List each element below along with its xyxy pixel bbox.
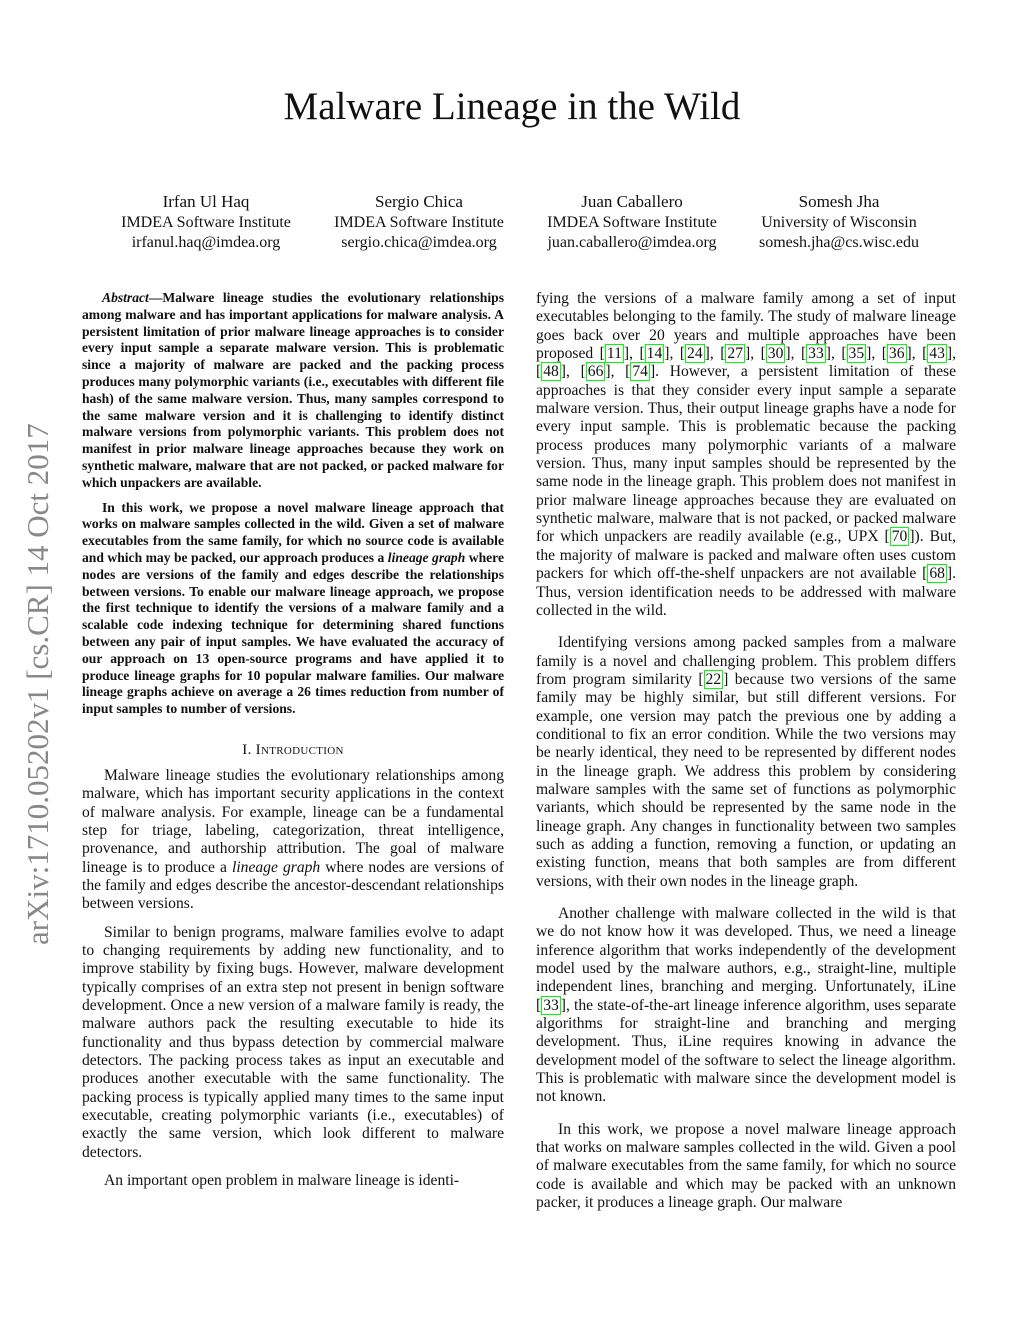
author-email: irfanul.haq@imdea.org: [131, 234, 281, 251]
paragraph-text: [536, 290, 956, 619]
citation-link[interactable]: 27: [727, 345, 743, 363]
text-run: ], [: [825, 345, 847, 363]
citation-link[interactable]: 33: [808, 345, 824, 363]
text-run: In this work, we propose a novel malware lineage approach that works on malware samples collected in the wild. Given a pool of malware executables from the same family, for which no source code is available and which may be packed with an unknown packer, it produces a lineage graph. Our malware: [536, 1120, 956, 1212]
text-run: fying the versions of a malware family among a set of input executables belonging to the family. The study of malware lineage goes back over 20 years and multiple approaches have been proposed [: [536, 290, 956, 363]
author-affiliation: IMDEA Software Institute: [547, 213, 717, 231]
text-run: ], [: [623, 345, 645, 363]
author-email: somesh.jha@cs.wisc.edu: [758, 234, 920, 251]
paragraph-text: [82, 500, 504, 717]
paragraph-text: [82, 290, 504, 490]
abstract-label: Abstract: [102, 290, 149, 305]
abstract-paragraph: [82, 500, 504, 718]
text-run: ], [: [560, 363, 586, 381]
text-run: ]). But, the majority of malware is packed and malware often uses custom packers for which off-the-shelf unpackers are not available [: [536, 528, 956, 583]
left-column: [82, 290, 504, 1200]
author-name: Somesh Jha: [798, 192, 880, 211]
text-run: Identifying versions among packed samples from a malware family is a novel and challenging problem. This problem differs from program similarity [: [536, 634, 956, 688]
text-run: ], [: [906, 345, 928, 363]
citation-link[interactable]: 22: [705, 670, 722, 688]
text-run: ], the state-of-the-art lineage inference algorithm, uses separate algorithms for straight-line and branching and merging development. Thus, iLine requires knowing in advance the development model of the software to select the lineage algorithm. This is problematic with malware since the development model is not known.: [536, 996, 956, 1106]
paragraph-text: [82, 924, 504, 1161]
text-run: Malware lineage studies the evolutionary relationships among malware, which has important security applications in the context of malware analysis. For example, lineage can be a fundamental step for triage, labeling, categorization, threat intelligence, provenance, and authorship attribution. The goal of malware lineage is to produce a: [82, 766, 504, 876]
citation-link[interactable]: 33: [543, 996, 559, 1014]
citation-link[interactable]: 66: [587, 363, 604, 381]
citation-link[interactable]: 30: [767, 345, 784, 363]
citation-link[interactable]: 11: [606, 345, 622, 363]
author-affiliation: IMDEA Software Institute: [334, 213, 504, 231]
text-run: ]. Thus, version identification needs to be addressed with malware collected in the wild.: [536, 565, 956, 619]
citation-link[interactable]: 43: [929, 345, 945, 363]
citation-link[interactable]: 70: [891, 528, 908, 546]
text-run: where nodes are versions of the family and edges describe the ancestor-descendant relationships between versions.: [82, 858, 504, 913]
author-email: sergio.chica@imdea.org: [341, 234, 497, 251]
citation-link[interactable]: 74: [632, 363, 648, 381]
author-block: [522, 192, 742, 254]
author-affiliation: IMDEA Software Institute: [121, 213, 291, 231]
text-run: ], [: [605, 363, 631, 381]
section-heading: I. Introduction: [242, 741, 344, 758]
citation-link[interactable]: 24: [687, 345, 703, 363]
text-run: ], [: [704, 345, 726, 363]
paragraph-text: [104, 1172, 459, 1189]
emphasis-text: lineage graph: [232, 858, 321, 876]
author-email: juan.caballero@imdea.org: [547, 234, 717, 251]
text-run: Similar to benign programs, malware families evolve to adapt to changing requirements by adding new functionality, and to improve stability by fixing bugs. However, malware development typically comprises of an extra step not present in benign software development. Once a new version of a malware family is ready, the malware authors pack the resulting executable to hide its functionality and thus bypass detection by commercial malware detectors. The packing process takes as input an executable and produces another executable with the same functionality. The packing process is typically applied many times to the same input executable, creating polymorphic variants (i.e., executables) of exactly the same version, which look different to malware detectors.: [82, 923, 504, 1161]
text-run: ]. However, a persistent limitation of these approaches is that they consider every input sample a separate malware version. Thus, their output lineage graphs have a node for every input sample. This is problematic because the packing process produces many polymorphic variants of a malware version. Thus, many input samples should be represented by the same node in the lineage graph. This problem does not manifest in prior malware lineage approaches because they are evaluated on synthetic malware, malware that is not packed, or packed malware for which unpackers are readily available (e.g., UPX [: [536, 363, 956, 546]
text-run: ], [: [536, 345, 956, 381]
citation-link[interactable]: 68: [929, 565, 945, 583]
paragraph-text: [536, 905, 956, 1105]
citation-link[interactable]: 14: [646, 345, 663, 363]
text-run: ], [: [866, 345, 887, 363]
text-run: where nodes are versions of the family and edges describe the relationships between versions. To enable our malware lineage approach, we propose the first technique to identify the versions of a malware family and a scalable code indexing technique for determining shared functions between any pair of input samples. We have evaluated the accuracy of our approach on 13 open-source programs and have applied it to produce lineage graphs for 10 popular malware families. Our malware lineage graphs achieve on average a 26 times reduction from number of input samples to number of versions.: [82, 549, 504, 717]
author-block: [729, 192, 949, 254]
body-paragraph: [536, 290, 956, 620]
text-run: ], [: [745, 345, 766, 363]
paragraph-text: [82, 767, 504, 912]
author-block: [309, 192, 529, 254]
text-run: ], [: [664, 345, 686, 363]
body-paragraph: [536, 634, 956, 891]
author-affiliation: University of Wisconsin: [761, 213, 917, 231]
author-block: [96, 192, 316, 254]
author-name: Juan Caballero: [581, 192, 683, 211]
body-paragraph: [536, 1121, 956, 1213]
author-name: Irfan Ul Haq: [162, 192, 250, 211]
arxiv-stamp: arXiv:1710.05202v1 [cs.CR] 14 Oct 2017: [20, 423, 55, 945]
text-run: —Malware lineage studies the evolutionary relationships among malware and has important applications for malware analysis. A persistent limitation of prior malware lineage approaches is to consider every input sample a separate malware version. This is problematic since a majority of malware are packed and the packing process produces many polymorphic variants (i.e., executables with different file hash) of the same malware version. Thus, many samples correspond to the same malware version and it is challenging to identify distinct malware versions from polymorphic variants. This problem does not manifest in prior malware lineage approaches because they work on synthetic malware, malware that are not packed, or packed malware for which unpackers are available.: [82, 290, 504, 490]
body-paragraph: [82, 1172, 504, 1190]
text-run: ], [: [785, 345, 807, 363]
citation-link[interactable]: 36: [888, 345, 905, 363]
author-name: Sergio Chica: [375, 192, 463, 211]
right-column: [536, 290, 956, 1223]
emphasis-text: lineage graph: [387, 549, 466, 565]
paragraph-text: [536, 634, 956, 889]
text-run: In this work, we propose a novel malware lineage approach that works on malware samples collected in the wild. Given a set of malware executables from the same family, for which no source code is available and which may be packed, our approach produces a: [82, 499, 504, 565]
citation-link[interactable]: 35: [848, 345, 865, 363]
body-paragraph: [82, 767, 504, 914]
body-paragraph: [536, 905, 956, 1107]
paragraph-text: [536, 1121, 956, 1211]
paper-title: Malware Lineage in the Wild: [283, 85, 741, 128]
text-run: Another challenge with malware collected in the wild is that we do not know how it was developed. Thus, we need a lineage inference algorithm that works independently of the development model used by the malware authors, e.g., straight-line, multiple independent lines, branching and merging. Unfortunately, iLine [: [536, 905, 956, 1014]
text-run: An important open problem in malware lineage is identi-: [104, 1172, 460, 1190]
abstract-paragraph: [82, 290, 504, 492]
body-paragraph: [82, 924, 504, 1162]
citation-link[interactable]: 48: [543, 363, 559, 381]
text-run: ] because two versions of the same family may be highly similar, but still different versions. For example, one version may patch the previous one by adding a conditional to fix an error condition. While the two versions may be nearly identical, they need to be represented by different nodes in the lineage graph. We address this problem by considering malware samples with the same set of functions as polymorphic variants, which should be represented by the same node in the lineage graph. Any changes in functionality between two samples such as adding a function, removing a function, or updating an existing function, means that both samples are from different versions, with their own nodes in the lineage graph.: [536, 670, 956, 890]
